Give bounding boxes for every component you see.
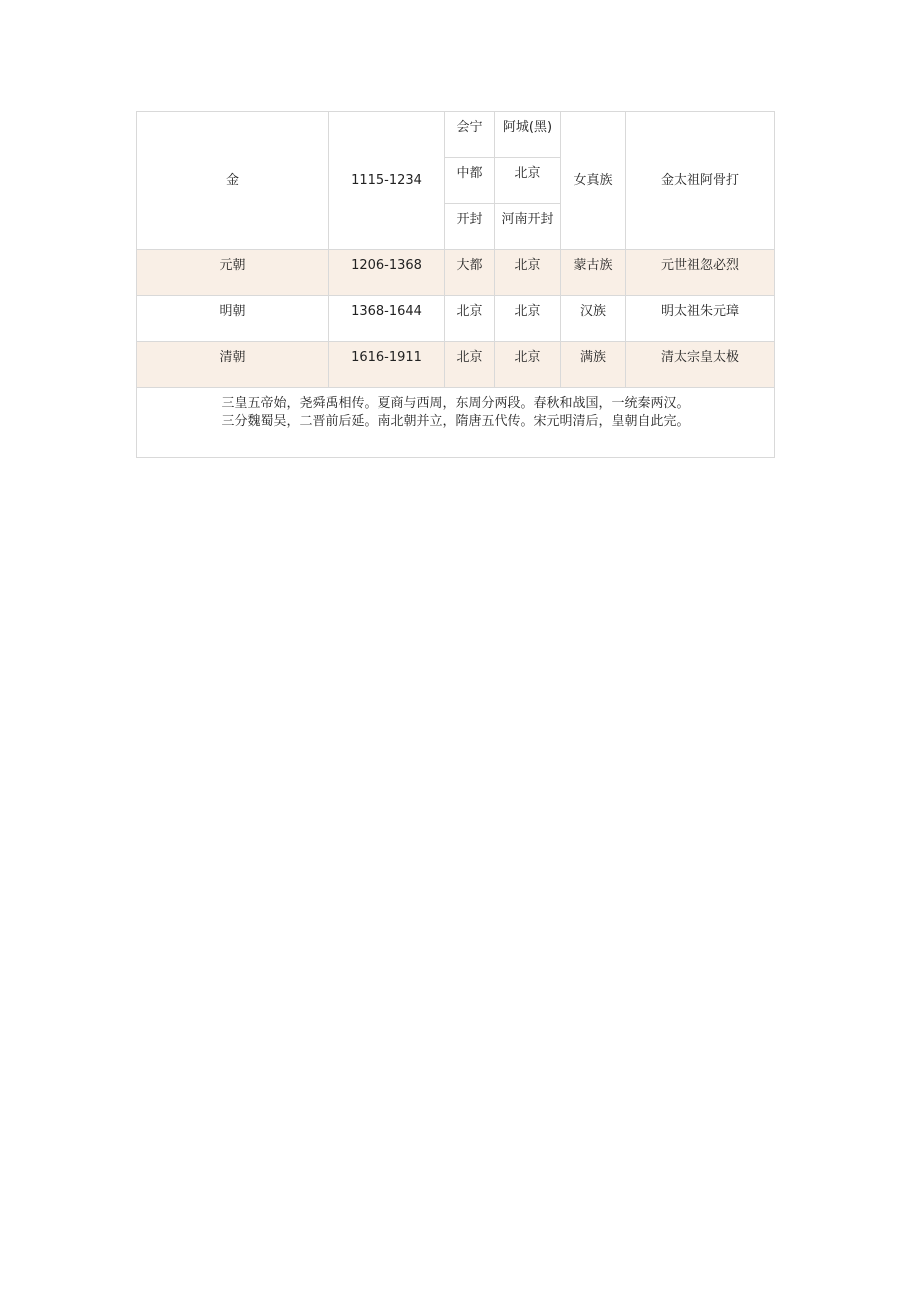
cell-years: 1368-1644: [329, 296, 445, 342]
cell-years: 1206-1368: [329, 250, 445, 296]
cell-capital: 北京: [445, 296, 495, 342]
poem-line: 三皇五帝始，尧舜禹相传。夏商与西周，东周分两段。春秋和战国，一统秦两汉。: [221, 396, 690, 411]
cell-capital: 大都: [445, 250, 495, 296]
cell-founder: 元世祖忽必烈: [626, 250, 775, 296]
cell-years: 1616-1911: [329, 342, 445, 388]
poem-line: 三分魏蜀吴，二晋前后延。南北朝并立，隋唐五代传。宋元明清后，皇朝自此完。: [221, 414, 690, 429]
poem-cell: [137, 388, 775, 458]
table-row-jin: [137, 112, 775, 158]
cell-modern-location: 北京: [495, 158, 561, 204]
cell-modern-location: 河南开封: [495, 204, 561, 250]
cell-capital: 会宁: [445, 112, 495, 158]
cell-modern-location: 阿城(黑): [495, 112, 561, 158]
cell-modern-location: 北京: [495, 250, 561, 296]
cell-capital: 北京: [445, 342, 495, 388]
table-row-ming: [137, 296, 775, 342]
table-row-yuan: [137, 250, 775, 296]
cell-capital: 开封: [445, 204, 495, 250]
cell-ethnicity: 蒙古族: [561, 250, 626, 296]
cell-ethnicity: 满族: [561, 342, 626, 388]
cell-ethnicity: 汉族: [561, 296, 626, 342]
cell-ethnicity: 女真族: [561, 112, 626, 250]
cell-modern-location: 北京: [495, 296, 561, 342]
cell-founder: 清太宗皇太极: [626, 342, 775, 388]
table-row-qing: [137, 342, 775, 388]
cell-dynasty: 清朝: [137, 342, 329, 388]
cell-founder: 金太祖阿骨打: [626, 112, 775, 250]
cell-founder: 明太祖朱元璋: [626, 296, 775, 342]
table-row-poem: [137, 388, 775, 458]
cell-dynasty: 明朝: [137, 296, 329, 342]
dynasty-table: [136, 111, 775, 458]
cell-years: 1115-1234: [329, 112, 445, 250]
cell-dynasty: 元朝: [137, 250, 329, 296]
cell-modern-location: 北京: [495, 342, 561, 388]
cell-capital: 中都: [445, 158, 495, 204]
cell-dynasty: 金: [137, 112, 329, 250]
